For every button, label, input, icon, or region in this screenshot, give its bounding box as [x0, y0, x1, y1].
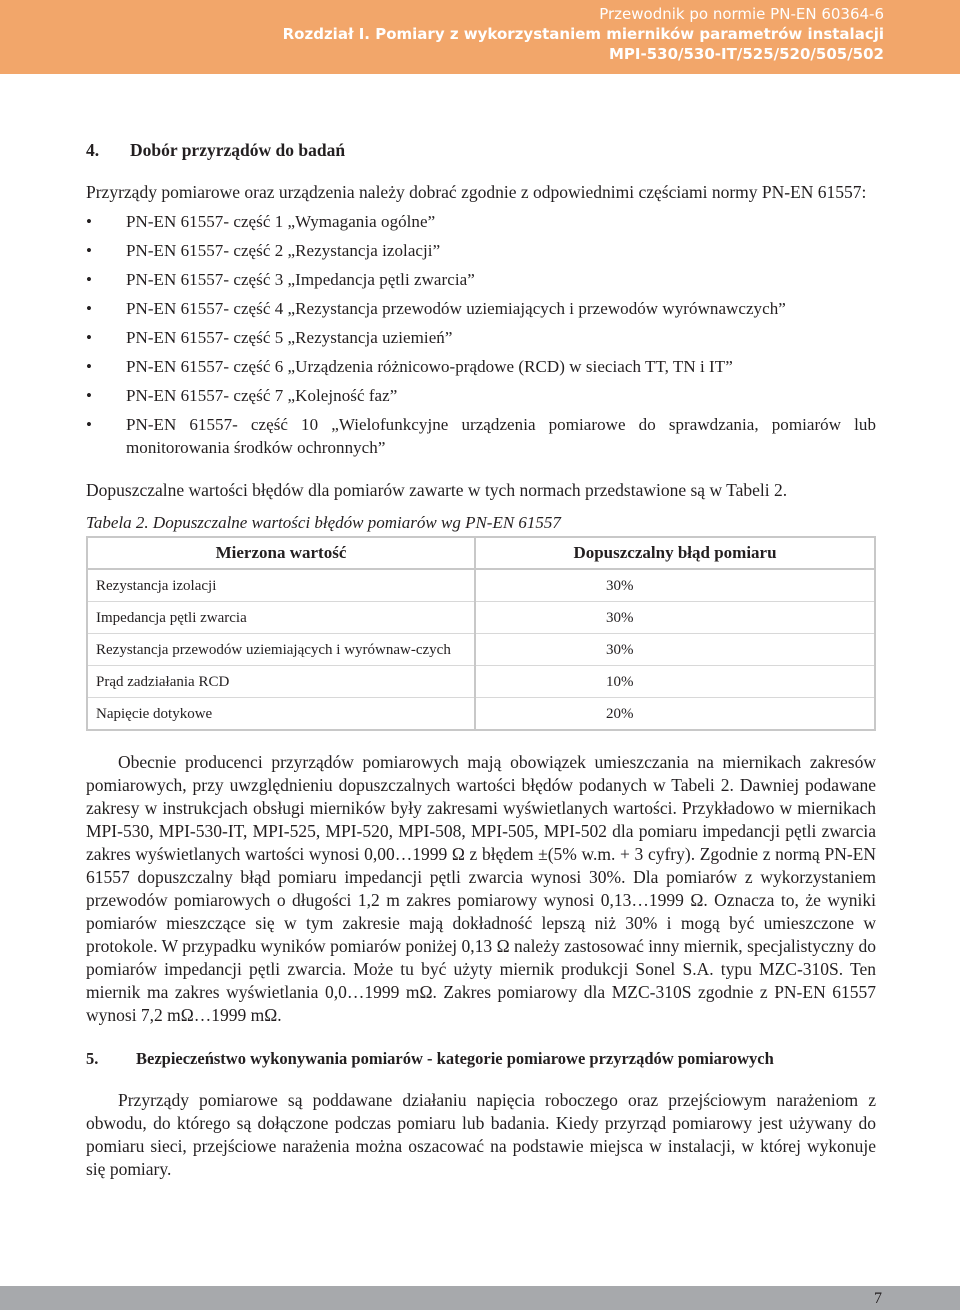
list-item: • PN-EN 61557- część 3 „Impedancja pętli zwarcia”	[86, 270, 475, 289]
table-cell-quantity: Rezystancja izolacji	[87, 569, 475, 602]
table-row	[87, 569, 875, 602]
table-cell-quantity: Impedancja pętli zwarcia	[87, 602, 475, 634]
list-item: • PN-EN 61557- część 5 „Rezystancja uziemień”	[86, 328, 453, 347]
header-models: MPI-530/530-IT/525/520/505/502	[608, 45, 884, 63]
header-chapter-title: Rozdział I. Pomiary z wykorzystaniem mierników parametrów instalacji	[282, 25, 884, 43]
table-reference-note: Dopuszczalne wartości błędów dla pomiarów zawarte w tych normach przedstawione są w Tabeli 2.	[86, 480, 788, 500]
page-header	[0, 0, 960, 74]
bullet-icon: •	[86, 386, 93, 405]
table-row	[87, 698, 875, 731]
error-limits-table	[86, 536, 876, 731]
section-4-title: Dobór przyrządów do badań	[130, 140, 346, 160]
list-item: • PN-EN 61557- część 10 „Wielofunkcyjne urządzenia pomiarowe do sprawdzania, pomiarów lub monitorowania środków ochronnych”	[86, 415, 876, 457]
table-header-error: Dopuszczalny błąd pomiaru	[475, 537, 875, 569]
bullet-icon: •	[86, 357, 93, 376]
list-item: • PN-EN 61557- część 1 „Wymagania ogólne”	[86, 212, 436, 231]
table-cell-error: 30%	[475, 634, 875, 666]
section-5-heading	[86, 1049, 876, 1069]
section-4-body: Obecnie producenci przyrządów pomiarowych mają obowiązek umieszczania na miernikach zakresów pomiarowych, przy uwzględnieniu dopuszczalnych wartości błędów podanych w Tabeli 2. Dawniej podawane zakresy w instrukcjach obsługi mierników były zakresami wyświetlanych wartości. Przykładowo w miernikach MPI-530, MPI-530-IT, MPI-525, MPI-520, MPI-508, MPI-505, MPI-502 dla pomiaru impedancji pętli zwarcia zakres wyświetlanych wartości wynosi 0,00…1999 Ω z błędem ±(5% w.m. + 3 cyfry). Zgodnie z normą PN-EN 61557 dopuszczalny błąd pomiaru impedancji pętli zwarcia wynosi 30%. Dla pomiarów z wykorzystaniem przewodów pomiarowych o długości 1,2 m zakres pomiarowy wynosi 0,13…1999 Ω. Oznacza to, że wyniki pomiarów mieszczące się w tym zakresie mają dokładność lepszą niż 30% i mogą być umieszczone w protokole. W przypadku wyników pomiarów poniżej 0,13 Ω należy zastosować inny miernik, specjalistyczny do pomiarów impedancji pętli zwarcia. Może tu być użyty miernik produkcji Sonel S.A. typu MZC-310S. Ten miernik ma zakres wyświetlania 0,0…1999 mΩ. Zakres pomiarowy dla MZC-310S zgodnie z PN-EN 61557 wynosi 7,2 mΩ…1999 mΩ.	[86, 752, 876, 1025]
table-cell-error: 30%	[475, 602, 875, 634]
bullet-icon: •	[86, 270, 93, 289]
list-item: • PN-EN 61557- część 6 „Urządzenia różnicowo-prądowe (RCD) w sieciach TT, TN i IT”	[86, 357, 733, 376]
table-cell-quantity: Rezystancja przewodów uziemiających i wyrównaw-czych	[87, 634, 475, 666]
table-cell-error: 20%	[475, 698, 875, 731]
list-item: • PN-EN 61557- część 2 „Rezystancja izolacji”	[86, 241, 441, 260]
list-item: • PN-EN 61557- część 4 „Rezystancja przewodów uziemiających i przewodów wyrównawczych”	[86, 299, 786, 318]
section-4-heading	[86, 140, 876, 161]
table-row	[87, 634, 875, 666]
list-item: • PN-EN 61557- część 7 „Kolejność faz”	[86, 386, 398, 405]
bullet-icon: •	[86, 328, 93, 347]
table-cell-quantity: Prąd zadziałania RCD	[87, 666, 475, 698]
page-number: 7	[874, 1290, 882, 1307]
page-footer-bar	[0, 1286, 960, 1310]
table-cell-error: 10%	[475, 666, 875, 698]
page-content	[86, 140, 876, 1181]
section-5-title: Bezpieczeństwo wykonywania pomiarów - kategorie pomiarowe przyrządów pomiarowych	[136, 1049, 774, 1068]
section-4-intro: Przyrządy pomiarowe oraz urządzenia należy dobrać zgodnie z odpowiednimi częściami normy PN-EN 61557:	[86, 182, 867, 202]
section-4-number: 4.	[86, 140, 100, 160]
section-5-body: Przyrządy pomiarowe są poddawane działaniu napięcia roboczego oraz przejściowym narażeniom z obwodu, do którego są dołączone podczas pomiaru lub badania. Kiedy przyrząd pomiarowy jest używany do pomiaru sieci, przejściowe narażenia można oszacować na podstawie miejsca w instalacji, w której wykonuje się pomiary.	[86, 1090, 876, 1179]
table-row	[87, 666, 875, 698]
table-row	[87, 602, 875, 634]
bullet-icon: •	[86, 415, 93, 434]
table-cell-error: 30%	[475, 569, 875, 602]
bullet-icon: •	[86, 299, 93, 318]
table-cell-quantity: Napięcie dotykowe	[87, 698, 475, 731]
header-guide-title: Przewodnik po normie PN-EN 60364-6	[599, 5, 884, 23]
bullet-icon: •	[86, 212, 93, 231]
table-caption: Tabela 2. Dopuszczalne wartości błędów pomiarów wg PN-EN 61557	[86, 513, 561, 532]
table-header-quantity: Mierzona wartość	[87, 537, 475, 569]
norm-parts-list	[86, 210, 876, 459]
bullet-icon: •	[86, 241, 93, 260]
section-5-number: 5.	[86, 1049, 99, 1068]
